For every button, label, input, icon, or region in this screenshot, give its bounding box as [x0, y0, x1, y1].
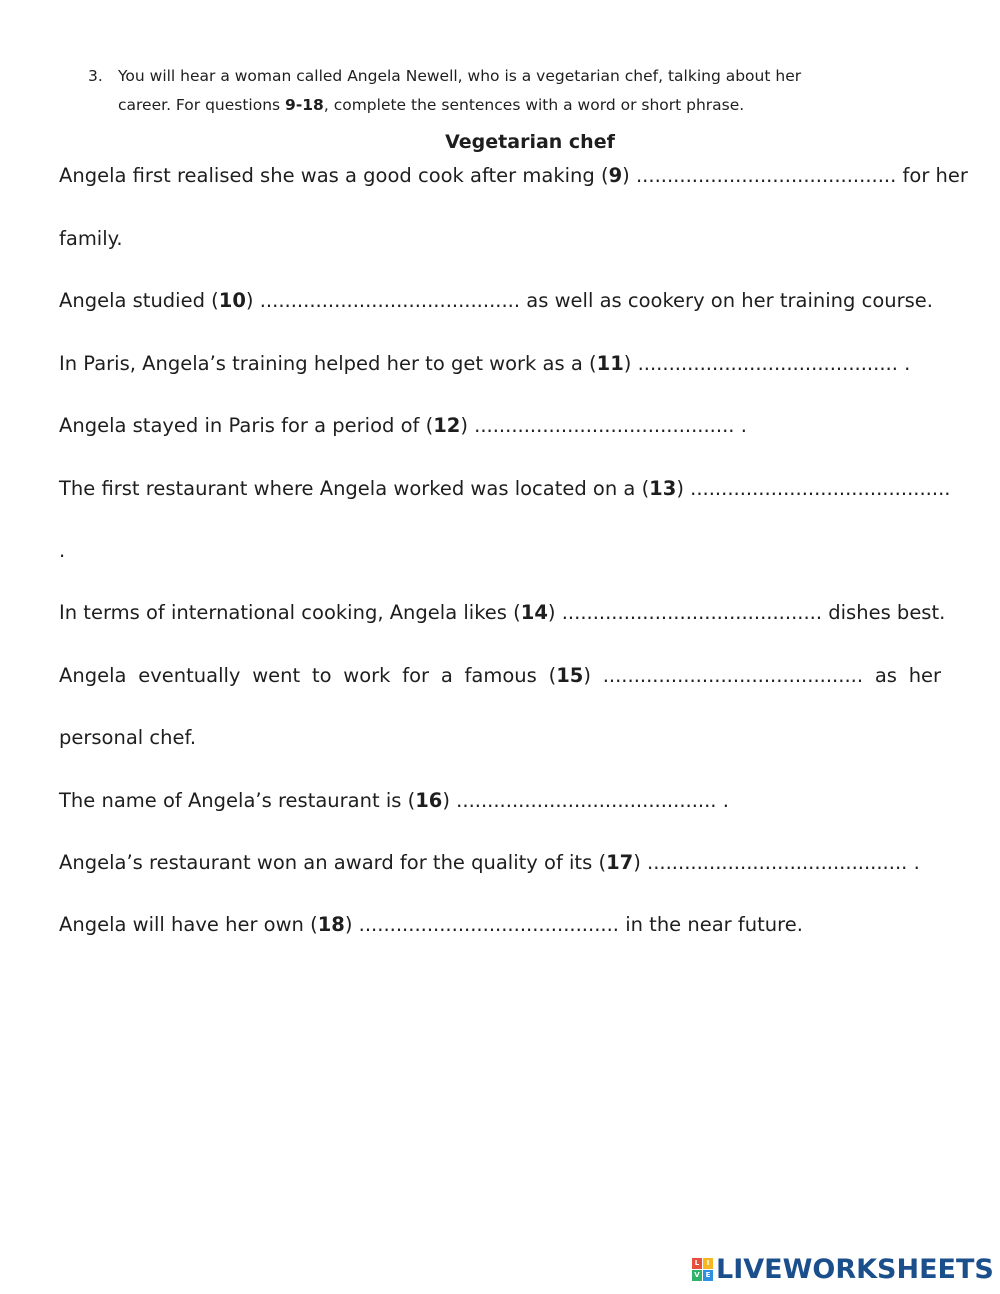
liveworksheets-logo-text: LIVEWORKSHEETS	[716, 1253, 994, 1285]
sentence-q11: In Paris, Angela’s training helped her to get work as a (11) .......................................... .	[59, 352, 911, 375]
sentence-q12: Angela stayed in Paris for a period of (12) .......................................... .	[59, 414, 747, 437]
sentence-q13-continued: .	[59, 539, 66, 562]
answer-blank-12[interactable]: ..........................................	[474, 414, 735, 437]
sentence-q14: In terms of international cooking, Angela likes (14) .......................................... dishes best.	[59, 601, 946, 624]
worksheet-title: Vegetarian chef	[445, 131, 615, 153]
answer-blank-10[interactable]: ..........................................	[259, 289, 521, 312]
sentence-q17: Angela’s restaurant won an award for the quality of its (17) .......................................... .	[59, 851, 920, 874]
sentence-q13: The first restaurant where Angela worked was located on a (13) ..........................................	[59, 477, 951, 500]
sentence-q18: Angela will have her own (18) .......................................... in the near future.	[59, 913, 803, 936]
answer-blank-14[interactable]: ..........................................	[561, 601, 823, 624]
liveworksheets-logo[interactable]	[692, 1254, 994, 1284]
liveworksheets-logo-icon: L I V E	[692, 1258, 713, 1281]
instruction-line-1: You will hear a woman called Angela Newell, who is a vegetarian chef, talking about her	[118, 67, 802, 85]
question-number: 3.	[88, 67, 103, 85]
answer-blank-16[interactable]: ..........................................	[456, 789, 717, 812]
sentence-q16: The name of Angela’s restaurant is (16) .......................................... .	[59, 789, 729, 812]
answer-blank-17[interactable]: ..........................................	[647, 851, 908, 874]
answer-blank-11[interactable]: ..........................................	[637, 352, 898, 375]
instruction-line-2: career. For questions 9-18, complete the sentences with a word or short phrase.	[118, 96, 745, 114]
answer-blank-9[interactable]: ..........................................	[635, 164, 897, 187]
sentence-q9: Angela first realised she was a good cook after making (9) .......................................... for her	[59, 164, 968, 187]
sentence-q10: Angela studied (10) .......................................... as well as cookery on her training course.	[59, 289, 933, 312]
sentence-q9-continued: family.	[59, 227, 123, 250]
answer-blank-15[interactable]: ..........................................	[602, 664, 864, 687]
answer-blank-18[interactable]: ..........................................	[358, 913, 619, 936]
sentence-q15-continued: personal chef.	[59, 726, 197, 749]
sentence-q15: Angela eventually went to work for a famous (15) .......................................... as her	[59, 664, 942, 687]
instructions	[88, 62, 908, 120]
answer-blank-13[interactable]: ..........................................	[690, 477, 951, 500]
